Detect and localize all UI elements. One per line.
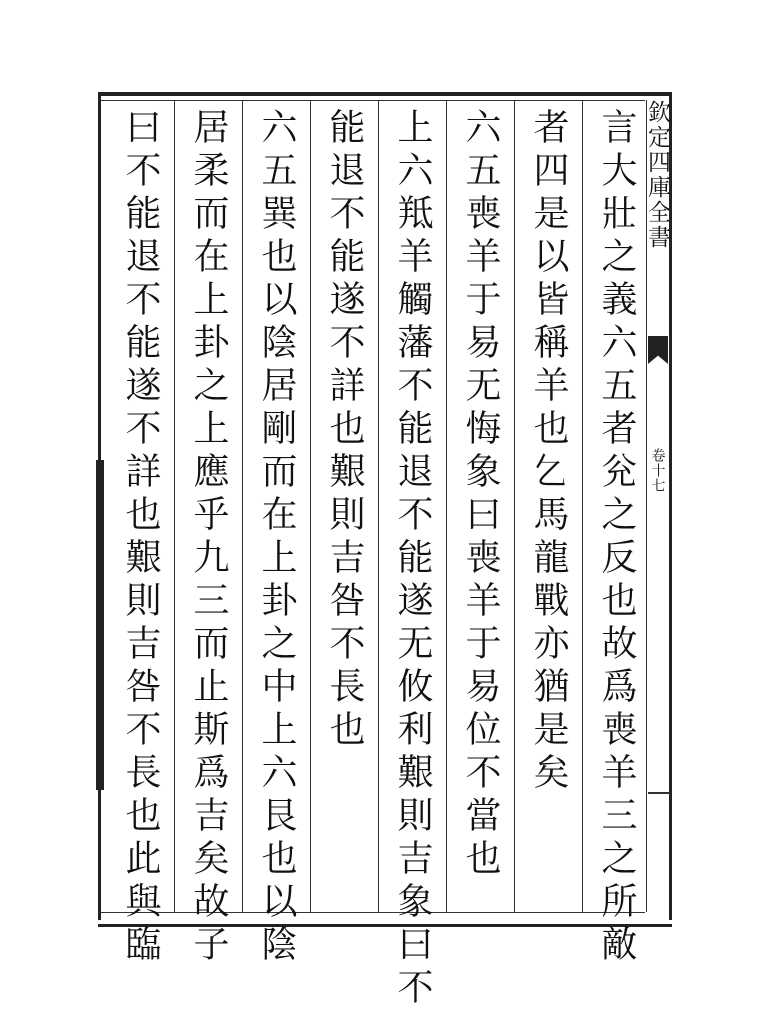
column-text: 六五巽也以陰居剛而在上卦之中上六艮也以陰 (256, 108, 297, 968)
inner-top-rule (100, 100, 645, 101)
column-rule (378, 100, 379, 912)
column-rule (242, 100, 243, 912)
text-column-1 (588, 108, 644, 968)
margin-title (646, 100, 669, 250)
column-rule (174, 100, 175, 912)
column-text: 言大壯之義六五者兊之反也故爲喪羊三之所敵 (596, 108, 637, 968)
margin-mark (648, 792, 670, 794)
column-text: 居柔而在上卦之上應乎九三而止斯爲吉矣故子 (188, 108, 229, 968)
column-text: 六五喪羊于易无悔象曰喪羊于易位不當也 (460, 108, 501, 882)
margin-juan (646, 448, 669, 493)
margin-title-text: 欽定四庫全書 (644, 100, 670, 250)
text-column-8 (112, 108, 168, 968)
column-text: 曰不能退不能遂不詳也艱則吉咎不長也此與臨 (120, 108, 161, 968)
text-column-2 (520, 108, 576, 908)
column-rule (310, 100, 311, 912)
margin-juan-text: 卷十七 (649, 448, 666, 493)
column-text: 能退不能遂不詳也艱則吉咎不長也 (324, 108, 365, 753)
column-rule (514, 100, 515, 912)
binding-edge-smudge (96, 460, 104, 790)
text-column-4 (384, 108, 440, 1011)
column-text: 者四是以皆稱羊也𠃉馬龍戰亦猶是矣 (528, 108, 569, 796)
column-rule (582, 100, 583, 912)
text-column-3 (452, 108, 508, 908)
text-column-7 (180, 108, 236, 968)
text-column-6 (248, 108, 304, 968)
text-column-5 (316, 108, 372, 908)
column-text: 上六羝羊觸藩不能退不能遂无攸利艱則吉象曰不 (392, 108, 433, 1011)
column-rule (446, 100, 447, 912)
